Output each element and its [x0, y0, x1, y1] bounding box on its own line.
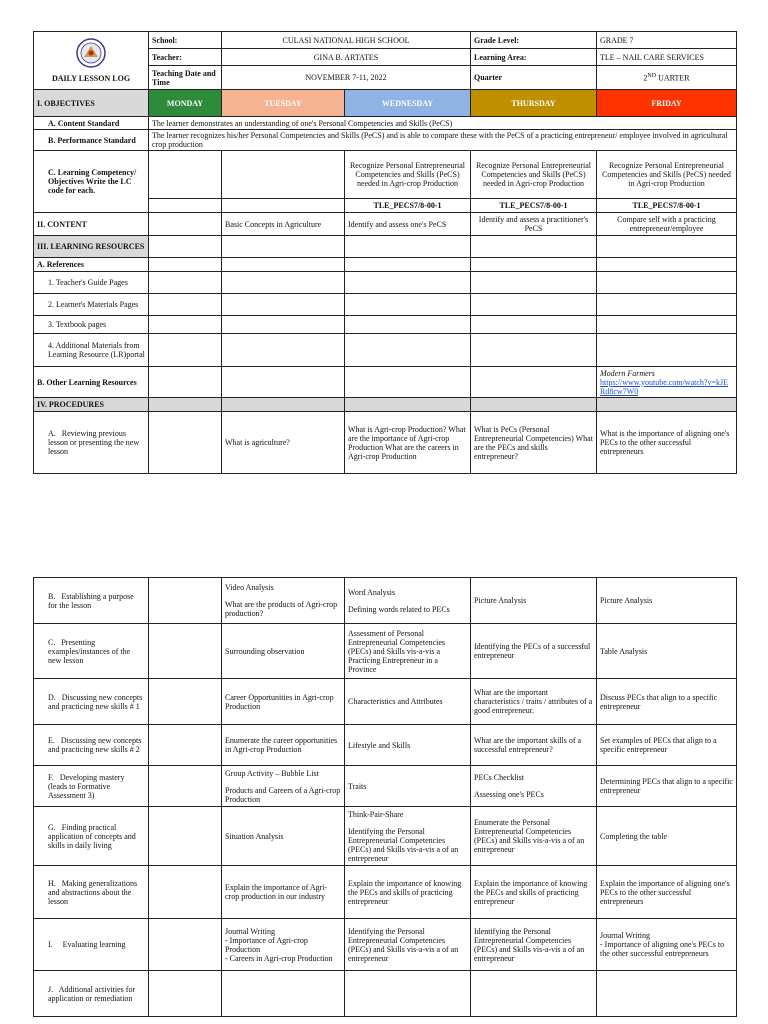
- procedure-b-tuesday: Video Analysis What are the products of Agri-crop production?: [222, 578, 345, 624]
- competency-wednesday: Recognize Personal Entrepreneurial Competencies and Skills (PeCS) needed in Agri-crop Production: [345, 151, 471, 199]
- procedure-i-friday: Journal Writing - Importance of aligning one's PECs to the other successful entrepreneurs: [597, 919, 737, 971]
- procedure-a-friday: What is the importance of aligning one's PECs to the other successful entrepreneurs: [597, 412, 737, 474]
- cell-empty: [222, 294, 345, 316]
- learners-materials-label: 2. Learner's Materials Pages: [34, 294, 149, 316]
- resource-title: Modern Farmers: [600, 368, 655, 378]
- additional-materials-label: 4. Additional Materials from Learning Resource (LR)portal: [34, 334, 149, 367]
- procedure-b-label: B. Establishing a purpose for the lesson: [34, 578, 149, 624]
- procedure-b-thursday: Picture Analysis: [471, 578, 597, 624]
- cell-empty: [597, 236, 737, 258]
- date-label: Teaching Date and Time: [149, 66, 222, 90]
- cell-empty: [149, 919, 222, 971]
- date-value: NOVEMBER 7-11, 2022: [222, 66, 471, 90]
- day-header-friday: FRIDAY: [597, 90, 737, 117]
- cell-empty: [149, 679, 222, 725]
- cell-empty: [471, 272, 597, 294]
- quarter-value: 2ND UARTER: [597, 66, 737, 90]
- grade-label: Grade Level:: [471, 32, 597, 49]
- cell-empty: [345, 316, 471, 334]
- cell-empty: [149, 398, 222, 412]
- cell-empty: [149, 258, 222, 272]
- cell-empty: [222, 971, 345, 1017]
- procedure-f-label: F. Developing mastery (leads to Formative Assessment 3): [34, 766, 149, 807]
- cell-empty: [222, 258, 345, 272]
- teacher-value: GINA B. ARTATES: [222, 49, 471, 66]
- lc-code-wednesday: TLE_PECS7/8-00-1: [345, 199, 471, 213]
- procedure-b-wednesday: Word Analysis Defining words related to PECs: [345, 578, 471, 624]
- cell-empty: [149, 334, 222, 367]
- cell-empty: [345, 258, 471, 272]
- procedure-d-friday: Discuss PECs that align to a specific entrepreneur: [597, 679, 737, 725]
- cell-empty: [149, 971, 222, 1017]
- content-thursday: Identify and assess a practitioner's PeCS: [471, 213, 597, 236]
- procedure-c-friday: Table Analysis: [597, 624, 737, 679]
- procedure-d-wednesday: Characteristics and Attributes: [345, 679, 471, 725]
- cell-empty: [149, 866, 222, 919]
- cell-empty: [149, 294, 222, 316]
- cell-empty: [149, 578, 222, 624]
- cell-empty: [222, 199, 345, 213]
- procedure-i-wednesday: Identifying the Personal Entrepreneurial Competencies (PECs) and Skills vis-a-vis a of an entrepreneur: [345, 919, 471, 971]
- cell-empty: [149, 151, 222, 199]
- grade-value: GRADE 7: [597, 32, 737, 49]
- procedure-f-thursday: PECs Checklist Assessing one's PECs: [471, 766, 597, 807]
- procedure-e-tuesday: Enumerate the career opportunities in Agri-crop Production: [222, 725, 345, 766]
- objectives-heading: I. OBJECTIVES: [34, 90, 149, 117]
- page-title: DAILY LESSON LOG: [51, 74, 131, 83]
- procedure-f-friday: Determining PECs that align to a specific entrepreneur: [597, 766, 737, 807]
- procedure-j-label: J. Additional activities for application or remediation: [34, 971, 149, 1017]
- procedure-b-friday: Picture Analysis: [597, 578, 737, 624]
- procedure-c-tuesday: Surrounding observation: [222, 624, 345, 679]
- procedure-f-wednesday: Traits: [345, 766, 471, 807]
- procedure-e-thursday: What are the important skills of a successful entrepreneur?: [471, 725, 597, 766]
- cell-empty: [597, 258, 737, 272]
- cell-empty: [471, 367, 597, 398]
- day-header-monday: MONDAY: [149, 90, 222, 117]
- cell-empty: [471, 294, 597, 316]
- day-header-wednesday: WEDNESDAY: [345, 90, 471, 117]
- deped-seal-icon: [76, 38, 106, 68]
- cell-empty: [471, 971, 597, 1017]
- learning-competency-label: C. Learning Competency/ Objectives Write the LC code for each.: [34, 151, 149, 213]
- cell-empty: [149, 199, 222, 213]
- learning-resources-heading: III. LEARNING RESOURCES: [34, 236, 149, 258]
- competency-friday: Recognize Personal Entrepreneurial Competencies and Skills (PeCS) needed in Agri-crop Production: [597, 151, 737, 199]
- procedure-h-label: H. Making generalizations and abstractions about the lesson: [34, 866, 149, 919]
- procedure-g-tuesday: Situation Analysis: [222, 807, 345, 866]
- cell-empty: [471, 316, 597, 334]
- content-friday: Compare self with a practicing entrepreneur/employee: [597, 213, 737, 236]
- teacher-label: Teacher:: [149, 49, 222, 66]
- cell-empty: [222, 272, 345, 294]
- cell-empty: [597, 316, 737, 334]
- school-value: CULASI NATIONAL HIGH SCHOOL: [222, 32, 471, 49]
- procedure-d-thursday: What are the important characteristics / traits / attributes of a good entrepreneur.: [471, 679, 597, 725]
- procedure-h-thursday: Explain the importance of knowing the PECs and skills of practicing entrepreneur: [471, 866, 597, 919]
- procedure-c-label: C. Presenting examples/instances of the new lesson: [34, 624, 149, 679]
- cell-empty: [149, 316, 222, 334]
- content-standard-label: A. Content Standard: [34, 117, 149, 130]
- cell-empty: [222, 398, 345, 412]
- teachers-guide-label: 1. Teacher's Guide Pages: [34, 272, 149, 294]
- procedure-d-tuesday: Career Opportunities in Agri-crop Production: [222, 679, 345, 725]
- competency-thursday: Recognize Personal Entrepreneurial Competencies and Skills (PeCS) needed in Agri-crop Production: [471, 151, 597, 199]
- quarter-label: Quarter: [471, 66, 597, 90]
- area-label: Learning Area:: [471, 49, 597, 66]
- cell-empty: [149, 213, 222, 236]
- content-wednesday: Identify and assess one's PeCS: [345, 213, 471, 236]
- lesson-log-table-page1: [33, 31, 737, 474]
- cell-empty: [149, 624, 222, 679]
- cell-empty: [471, 334, 597, 367]
- procedure-a-thursday: What is PeCs (Personal Entrepreneurial Competencies) What are the PECs and skills entrepreneur?: [471, 412, 597, 474]
- cell-empty: [471, 398, 597, 412]
- procedure-a-wednesday: What is Agri-crop Production? What are the importance of Agri-crop Production What are the careers in Agri-crop Production: [345, 412, 471, 474]
- procedure-h-tuesday: Explain the importance of Agri-crop production in our industry: [222, 866, 345, 919]
- header-logo-cell: [34, 32, 149, 90]
- area-value: TLE – NAIL CARE SERVICES: [597, 49, 737, 66]
- cell-empty: [222, 367, 345, 398]
- cell-empty: [345, 971, 471, 1017]
- school-label: School:: [149, 32, 222, 49]
- procedure-e-wednesday: Lifestyle and Skills: [345, 725, 471, 766]
- lc-code-thursday: TLE_PECS7/8-00-1: [471, 199, 597, 213]
- procedure-f-tuesday: Group Activity – Bubble List Products and Careers of a Agri-crop Production: [222, 766, 345, 807]
- youtube-link[interactable]: https://www.youtube.com/watch?v=kJERd8cw7W0: [600, 377, 728, 396]
- cell-empty: [345, 272, 471, 294]
- procedure-e-label: E. Discussing new concepts and practicing new skills # 2: [34, 725, 149, 766]
- procedure-i-thursday: Identifying the Personal Entrepreneurial Competencies (PECs) and Skills vis-a-vis a of an entrepreneur: [471, 919, 597, 971]
- cell-empty: [149, 272, 222, 294]
- procedure-g-thursday: Enumerate the Personal Entrepreneurial Competencies (PECs) and Skills vis-a-vis a of an entrepreneur: [471, 807, 597, 866]
- procedure-a-label: A. Reviewing previous lesson or presenting the new lesson: [34, 412, 149, 474]
- cell-empty: [597, 294, 737, 316]
- procedure-i-label: I. Evaluating learning: [34, 919, 149, 971]
- cell-empty: [345, 334, 471, 367]
- cell-empty: [149, 807, 222, 866]
- procedure-g-friday: Completing the table: [597, 807, 737, 866]
- content-heading: II. CONTENT: [34, 213, 149, 236]
- cell-empty: [345, 236, 471, 258]
- cell-empty: [345, 398, 471, 412]
- lc-code-friday: TLE_PECS7/8-00-1: [597, 199, 737, 213]
- cell-empty: [345, 294, 471, 316]
- cell-empty: [222, 151, 345, 199]
- cell-empty: [149, 236, 222, 258]
- day-header-tuesday: TUESDAY: [222, 90, 345, 117]
- procedures-heading: IV. PROCEDURES: [34, 398, 149, 412]
- cell-empty: [597, 971, 737, 1017]
- procedure-g-wednesday: Think-Pair-Share Identifying the Personal Entrepreneurial Competencies (PECs) and Skills vis-a-vis a of an entrepreneur: [345, 807, 471, 866]
- day-header-thursday: THURSDAY: [471, 90, 597, 117]
- textbook-pages-label: 3. Textbook pages: [34, 316, 149, 334]
- procedure-d-label: D. Discussing new concepts and practicing new skills # 1: [34, 679, 149, 725]
- content-tuesday: Basic Concepts in Agriculture: [222, 213, 345, 236]
- cell-empty: [149, 412, 222, 474]
- procedure-c-thursday: Identifying the PECs of a successful entrepreneur: [471, 624, 597, 679]
- cell-empty: [222, 334, 345, 367]
- other-resources-label: B. Other Learning Resources: [34, 367, 149, 398]
- procedure-e-friday: Set examples of PECs that align to a specific entrepreneur: [597, 725, 737, 766]
- cell-empty: [471, 236, 597, 258]
- cell-empty: [597, 272, 737, 294]
- procedure-a-tuesday: What is agriculture?: [222, 412, 345, 474]
- procedure-i-tuesday: Journal Writing - Importance of Agri-crop Production - Careers in Agri-crop Production: [222, 919, 345, 971]
- cell-empty: [345, 367, 471, 398]
- procedure-g-label: G. Finding practical application of concepts and skills in daily living: [34, 807, 149, 866]
- cell-empty: [471, 258, 597, 272]
- other-resources-friday: [597, 367, 737, 398]
- cell-empty: [222, 316, 345, 334]
- procedure-h-wednesday: Explain the importance of knowing the PECs and skills of practicing entrepreneur: [345, 866, 471, 919]
- cell-empty: [149, 367, 222, 398]
- cell-empty: [149, 725, 222, 766]
- performance-standard-label: B. Performance Standard: [34, 130, 149, 151]
- cell-empty: [149, 766, 222, 807]
- cell-empty: [597, 334, 737, 367]
- lesson-log-table-page2: [33, 577, 737, 1017]
- cell-empty: [222, 236, 345, 258]
- performance-standard-text: The learner recognizes his/her Personal Competencies and Skills (PeCS) and is able to compare these with the PeCS of a practicing entrepreneur/ employee involved in agricultural crop production: [149, 130, 737, 151]
- procedure-h-friday: Explain the importance of aligning one's PECs to the other successful entrepreneurs: [597, 866, 737, 919]
- content-standard-text: The learner demonstrates an understanding of one's Personal Competencies and Skills (PeCS): [149, 117, 737, 130]
- cell-empty: [597, 398, 737, 412]
- references-heading: A. References: [34, 258, 149, 272]
- procedure-c-wednesday: Assessment of Personal Entrepreneurial Competencies (PECs) and Skills vis-a-vis a Practicing Entrepreneur in a Province: [345, 624, 471, 679]
